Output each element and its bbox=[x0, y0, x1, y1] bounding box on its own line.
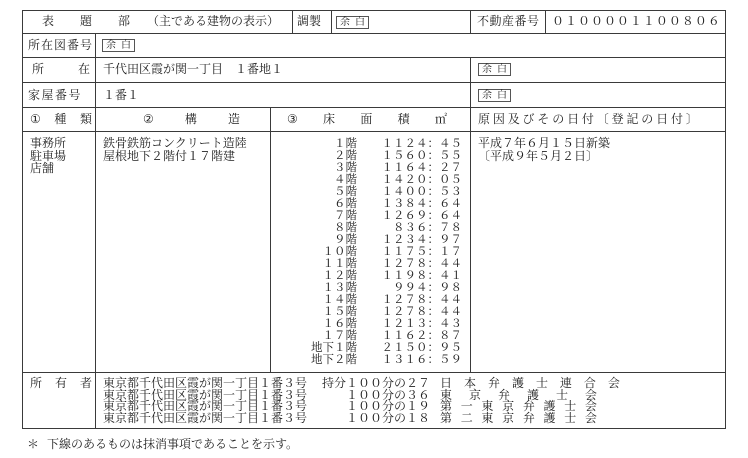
row-divider bbox=[22, 372, 726, 373]
floor-area-value: １４００：５３ bbox=[381, 184, 462, 198]
floor-area-value: １５６０：５５ bbox=[381, 148, 462, 162]
floor-area-value: １３８４：６４ bbox=[381, 196, 462, 210]
house-number-label: 家屋番号 bbox=[28, 88, 83, 102]
floor-label: １０階 bbox=[322, 244, 357, 258]
floor-label: １３階 bbox=[322, 280, 357, 294]
column-divider bbox=[95, 33, 96, 428]
owner-name: 日 本 弁 護 士 連 合 会 bbox=[440, 376, 620, 390]
prep-label: 調製 bbox=[297, 14, 322, 28]
floor-label: 地下１階 bbox=[311, 340, 357, 354]
blank-stamp: 余 白 bbox=[478, 63, 511, 76]
owner-entry bbox=[103, 412, 623, 424]
blank-stamp: 余 白 bbox=[102, 39, 135, 52]
cause-line: 平成７年６月１５日新築 bbox=[478, 136, 611, 150]
owner-name: 東 京 弁 護 士 会 bbox=[440, 387, 597, 402]
structure-header: ② 構 造 bbox=[143, 112, 240, 126]
floor-label: １階 bbox=[334, 136, 357, 150]
location-map-label: 所在図番号 bbox=[28, 38, 94, 52]
column-divider bbox=[545, 10, 546, 33]
floor-area-value: １１７５：１７ bbox=[381, 244, 462, 258]
floor-label: １６階 bbox=[322, 316, 357, 330]
floor-area-value: １２３４：９７ bbox=[381, 232, 462, 246]
section-subtitle: （主である建物の表示） bbox=[147, 14, 280, 28]
location-label: 所 在 bbox=[32, 62, 90, 76]
owner-name: 第 一 東 京 弁 護 士 会 bbox=[440, 399, 597, 414]
cause-line: 〔平成９年５月２日〕 bbox=[478, 148, 599, 163]
floor-area-header: ③ 床 面 積 ㎡ bbox=[287, 112, 447, 126]
floor-area-value: １１６２：８７ bbox=[381, 328, 462, 342]
floor-label: １１階 bbox=[322, 256, 357, 270]
cause-header: 原 因 及 び そ の 日 付 〔 登 記 の 日 付 〕 bbox=[478, 112, 698, 126]
floor-label: ４階 bbox=[334, 172, 357, 186]
floor-area-value: １２１３：４３ bbox=[381, 316, 462, 330]
floor-row bbox=[295, 353, 465, 365]
floor-label: ９階 bbox=[334, 232, 357, 246]
floor-area-list bbox=[295, 137, 465, 365]
cause-text bbox=[478, 137, 610, 162]
owner-share: １００分の１８ bbox=[345, 411, 430, 426]
floor-area-value: ２１５０：９５ bbox=[381, 340, 462, 354]
owner-address: 東京都千代田区霞が関一丁目１番３号 bbox=[103, 376, 308, 390]
column-divider bbox=[270, 107, 271, 372]
floor-area-value: １１９８：４１ bbox=[381, 268, 462, 282]
floor-area-value: １２７８：４４ bbox=[381, 256, 462, 270]
property-number: ０ １ ０ ０ ０ ０ １ １ ０ ０ ８ ０ ６ bbox=[552, 14, 720, 28]
floor-area-value: １２６９：６４ bbox=[381, 208, 462, 222]
floor-label: １２階 bbox=[322, 268, 357, 282]
owner-address: 東京都千代田区霞が関一丁目１番３号 bbox=[103, 411, 308, 426]
location-value: 千代田区霞が関一丁目 １番地１ bbox=[103, 62, 284, 76]
owner-address: 東京都千代田区霞が関一丁目１番３号 bbox=[103, 399, 308, 414]
floor-area-value: １２７８：４４ bbox=[381, 292, 462, 306]
owner-share: １００分の３６ bbox=[345, 387, 430, 402]
structure-line: 屋根地下２階付１７階建 bbox=[103, 148, 236, 163]
floor-label: １４階 bbox=[322, 292, 357, 306]
owner-share: 持分１００分の２７ bbox=[321, 376, 430, 390]
floor-area-value: １４２０：０５ bbox=[381, 172, 462, 186]
structure-text bbox=[103, 137, 247, 162]
floor-label: ５階 bbox=[334, 184, 357, 198]
footnote-mark: ＊ bbox=[27, 437, 40, 451]
column-divider bbox=[292, 10, 293, 33]
type-item: 駐車場 bbox=[30, 148, 67, 163]
floor-area-value: １１６４：２７ bbox=[381, 160, 462, 174]
row-divider bbox=[22, 82, 726, 83]
floor-area-value: １２７８：４４ bbox=[381, 304, 462, 318]
floor-area-value: ８３６：７８ bbox=[393, 220, 462, 234]
section-title: 表 題 部 bbox=[42, 14, 130, 28]
owner-address: 東京都千代田区霞が関一丁目１番３号 bbox=[103, 387, 308, 402]
floor-label: ３階 bbox=[334, 160, 357, 174]
structure-line: 鉄骨鉄筋コンクリート造陸 bbox=[103, 136, 247, 150]
row-divider bbox=[22, 33, 726, 34]
floor-label: １７階 bbox=[322, 328, 357, 342]
floor-label: ８階 bbox=[334, 220, 357, 234]
floor-area-value: １３１６：５９ bbox=[381, 352, 462, 366]
type-header: ① 種 類 bbox=[30, 112, 92, 126]
property-number-label: 不動産番号 bbox=[477, 14, 540, 28]
owner-name: 第 二 東 京 弁 護 士 会 bbox=[440, 411, 597, 426]
row-divider bbox=[22, 107, 726, 108]
floor-area-value: ９９４：９８ bbox=[393, 280, 462, 294]
owners-label: 所 有 者 bbox=[30, 376, 92, 390]
row-divider bbox=[22, 131, 726, 132]
floor-label: 地下２階 bbox=[311, 352, 357, 366]
blank-stamp: 余 白 bbox=[336, 16, 369, 29]
type-item: 店舗 bbox=[30, 161, 55, 175]
type-item: 事務所 bbox=[30, 136, 67, 150]
column-divider bbox=[470, 10, 471, 33]
footnote-text: 下線のあるものは抹消事項であることを示す。 bbox=[47, 437, 299, 451]
floor-label: ６階 bbox=[334, 196, 357, 210]
row-divider bbox=[22, 57, 726, 58]
floor-label: ２階 bbox=[334, 148, 357, 162]
blank-stamp: 余 白 bbox=[478, 89, 511, 102]
floor-label: １５階 bbox=[322, 304, 357, 318]
floor-label: ７階 bbox=[334, 208, 357, 222]
type-list bbox=[30, 137, 66, 175]
owner-share: １００分の１９ bbox=[345, 399, 430, 414]
house-number-value: １番１ bbox=[103, 88, 140, 102]
floor-area-value: １１２４：４５ bbox=[381, 136, 462, 150]
column-divider bbox=[331, 10, 332, 33]
column-divider bbox=[470, 57, 471, 372]
